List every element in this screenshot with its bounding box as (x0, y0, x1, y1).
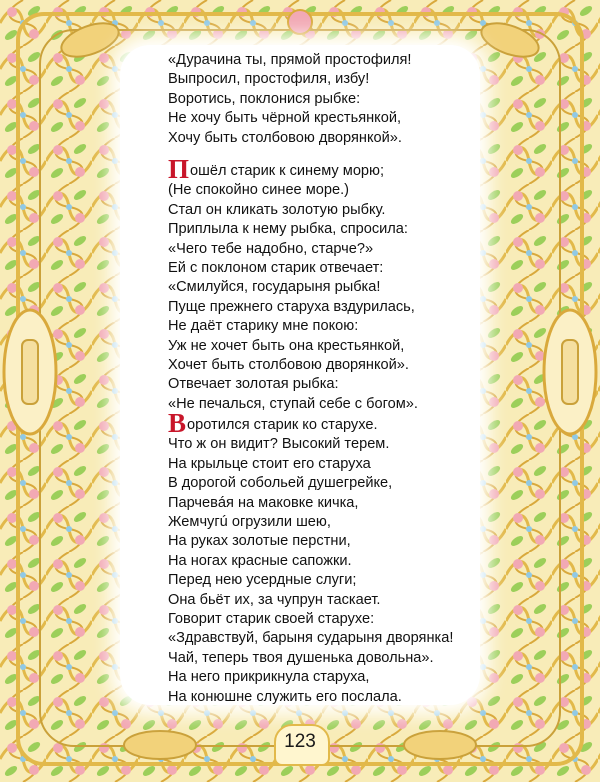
poem-line: Перед нею усердные слуги; (168, 572, 357, 589)
drop-cap-letter: В (168, 408, 187, 438)
poem-line: Жемчугú огрузили шею, (168, 514, 331, 531)
poem-line: Говорит старик своей старухе: (168, 611, 375, 628)
poem-line: «Дурачина ты, прямой простофиля! (168, 52, 412, 68)
poem-line: Чай, теперь твоя душенька довольна». (168, 649, 434, 666)
poem-line: (Не спокойно синее море.) (168, 182, 350, 199)
poem-line: Парчевáя на маковке кичка, (168, 494, 359, 511)
poem-line: Пуще прежнего старуха вздурилась, (168, 298, 415, 315)
poem-line: «Чего тебе надобно, старче?» (168, 240, 374, 257)
poem-line: На конюшне служить его послала. (168, 688, 402, 705)
poem-line: Не даёт старику мне покою: (168, 318, 359, 335)
poem-line-text: ошёл старик к синему морю; (190, 163, 385, 179)
drop-cap-letter: П (168, 154, 190, 184)
poem-line: На него прикрикнула старуха, (168, 669, 370, 686)
stanza-3 (168, 408, 488, 707)
poem-line: На руках золотые перстни, (168, 533, 351, 550)
poem-line: Стал он кликать золотую рыбку. (168, 201, 386, 218)
page-number: 123 (284, 731, 316, 752)
poem-line: Не хочу быть чёрной крестьянкой, (168, 110, 402, 127)
poem-line: Отвечает золотая рыбка: (168, 376, 339, 393)
poem-line: Она бьёт их, за чупрун таскает. (168, 591, 381, 608)
poem-line: Воротись, поклонися рыбке: (168, 90, 361, 107)
poem-line: На крыльце стоит его старуха (168, 455, 371, 472)
poem-line: «Здравствуй, барыня сударыня дворянка! (168, 630, 454, 647)
poem-line: «Не печалься, ступай себе с богом». (168, 395, 418, 412)
poem-line: Выпросил, простофиля, избу! (168, 71, 370, 88)
poem-line: Хочет быть столбовою дворянкой». (168, 357, 409, 374)
poem-line: Ей с поклоном старик отвечает: (168, 260, 384, 277)
poem-line-text: оротился старик ко старухе. (187, 417, 378, 433)
poem-line: Что ж он видит? Высокий терем. (168, 436, 390, 453)
poem-line: На ногах красные сапожки. (168, 552, 352, 569)
poem-line (168, 154, 488, 184)
stanza-2 (168, 154, 488, 414)
poem-line: Хочу быть столбовою дворянкой». (168, 129, 402, 146)
poem-line: «Смилуйся, государыня рыбка! (168, 279, 381, 296)
poem-line (168, 408, 488, 438)
poem-line: Уж не хочет быть она крестьянкой, (168, 337, 405, 354)
stanza-1 (168, 51, 488, 148)
poem-line: Приплыла к нему рыбка, спросила: (168, 221, 408, 238)
poem-line: В дорогой собольей душегрейке, (168, 475, 393, 492)
